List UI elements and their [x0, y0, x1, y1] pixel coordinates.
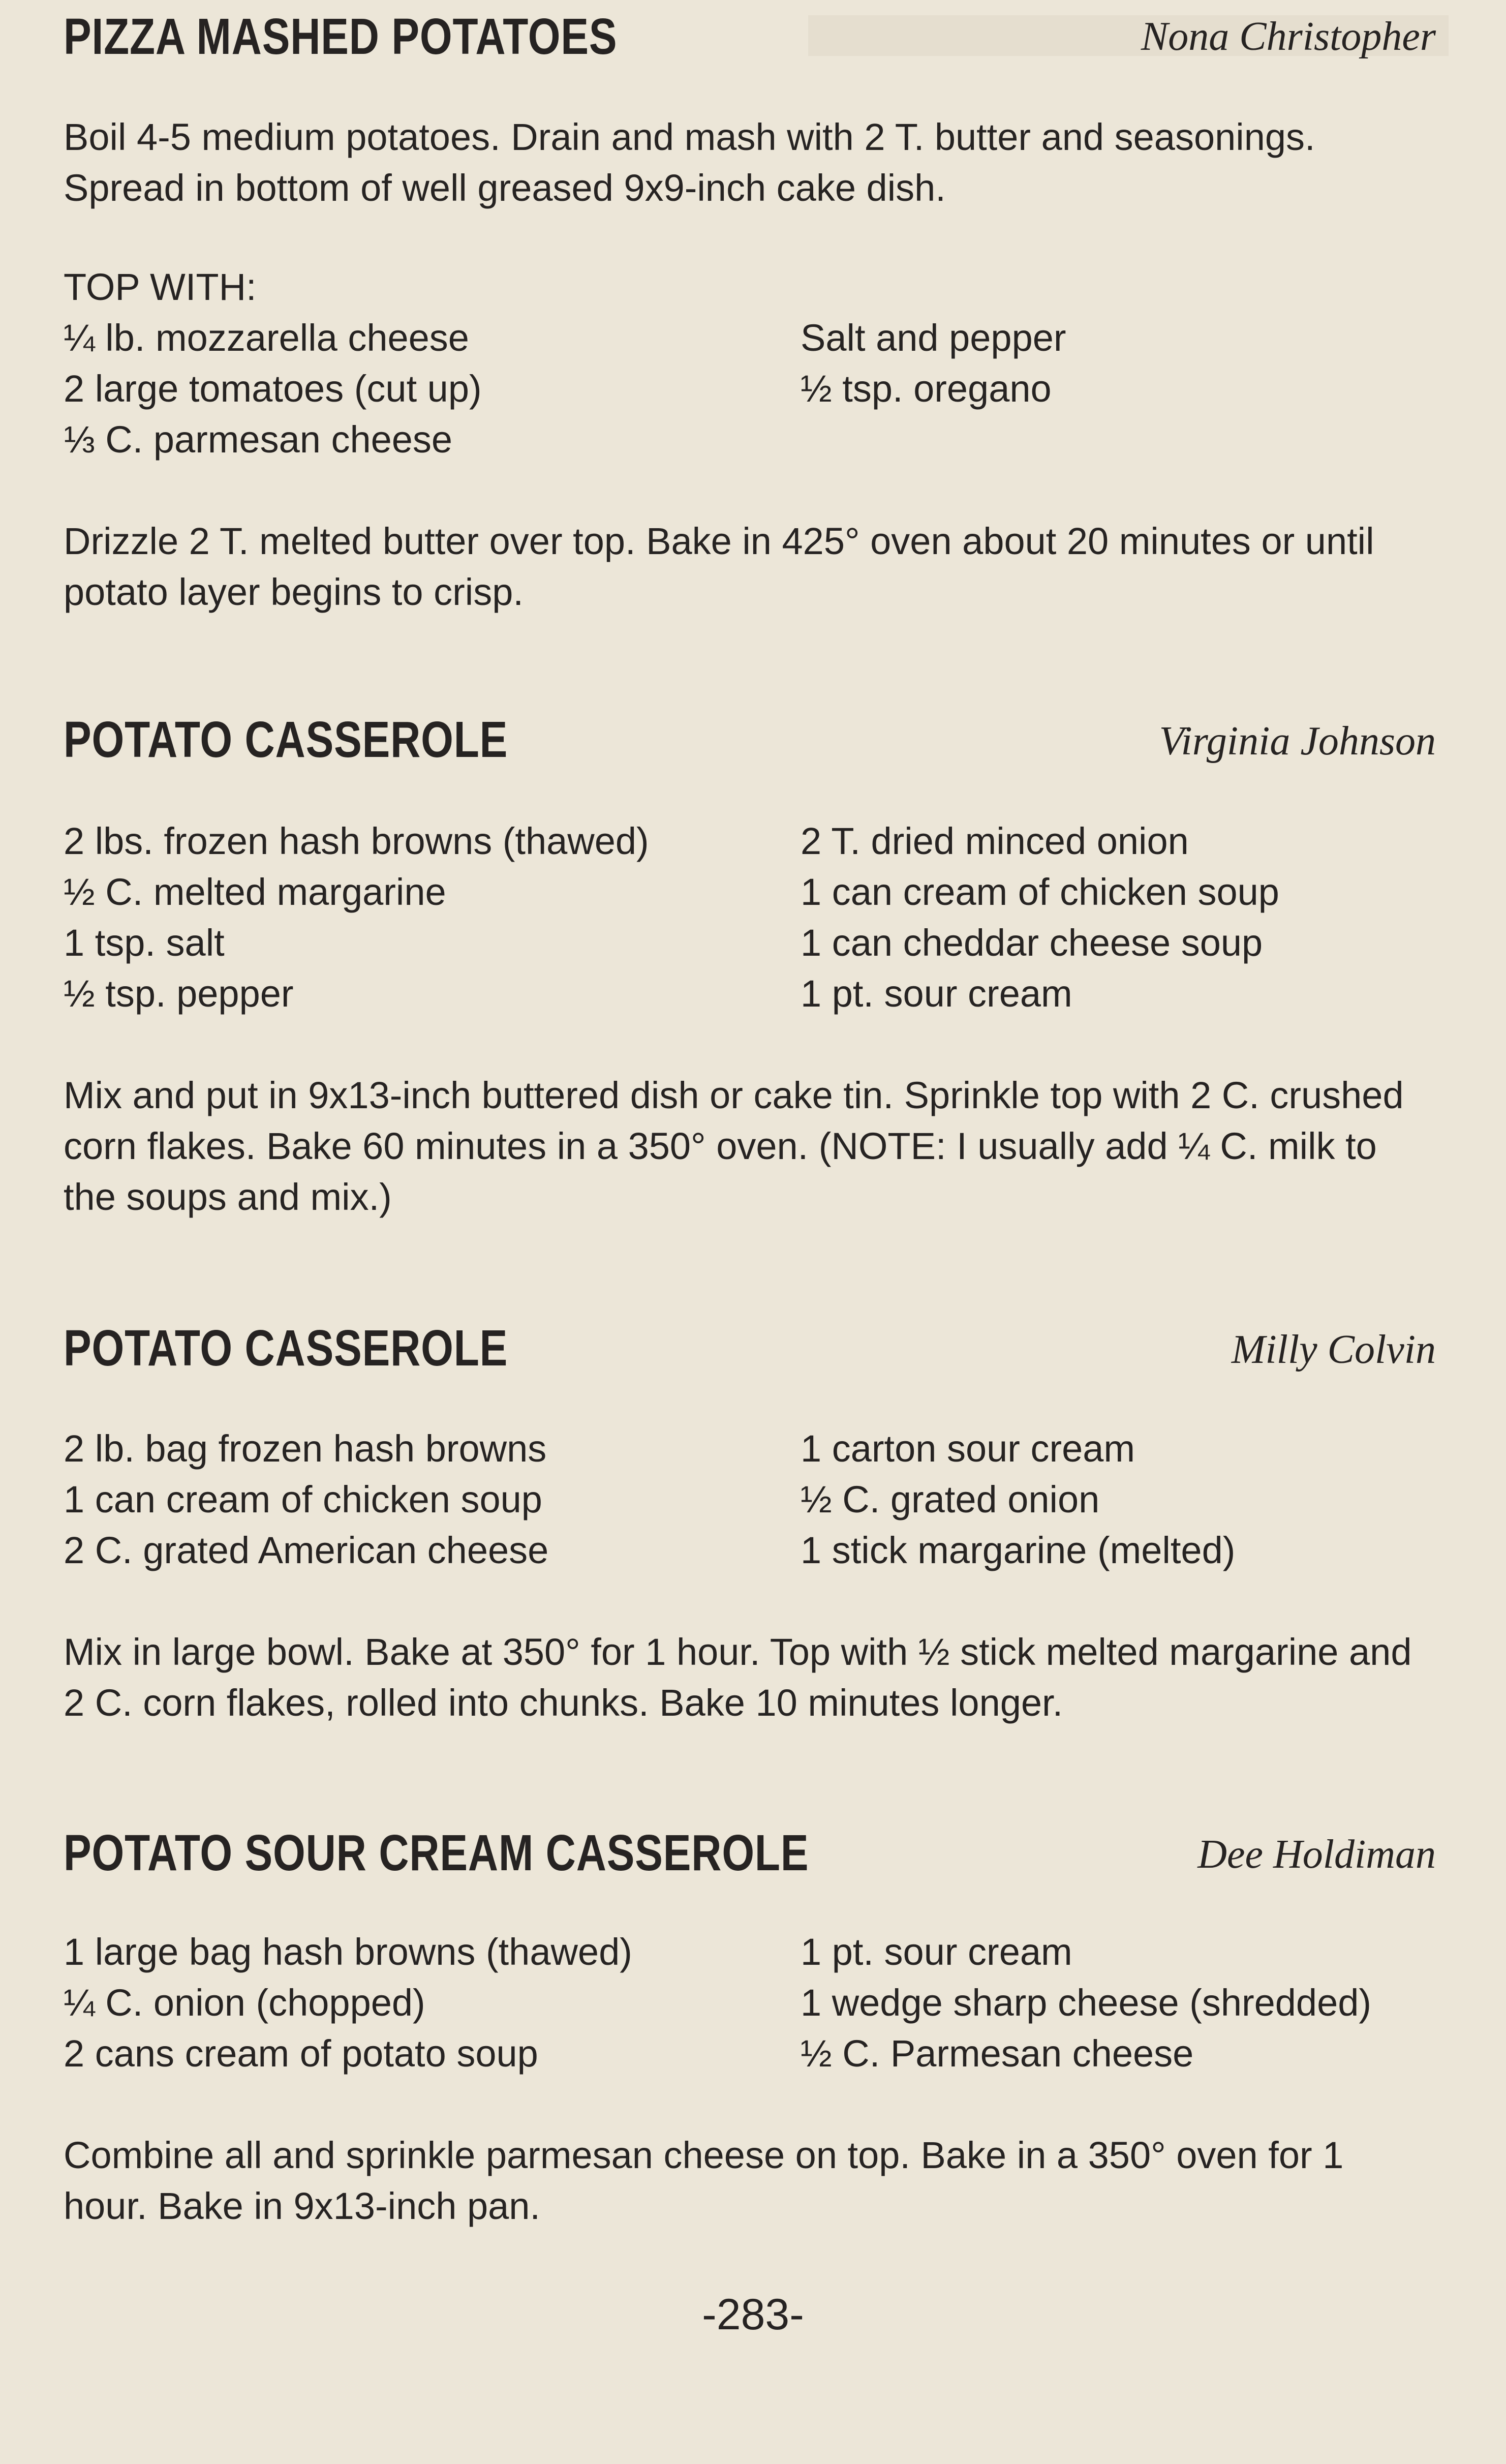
recipe-author: Nona Christopher	[1141, 14, 1436, 59]
ingredient: 2 T. dried minced onion	[801, 820, 1189, 862]
page-number: -283-	[702, 2290, 804, 2339]
ingredient: 2 lb. bag frozen hash browns	[64, 1427, 547, 1470]
ingredient: ⅓ C. parmesan cheese	[64, 418, 453, 461]
recipe-title: POTATO CASSEROLE	[64, 711, 508, 768]
ingredient: 1 pt. sour cream	[801, 1931, 1072, 1973]
ingredient: 1 can cream of chicken soup	[64, 1478, 542, 1520]
ingredient: 1 large bag hash browns (thawed)	[64, 1931, 632, 1973]
recipe-title: PIZZA MASHED POTATOES	[64, 8, 618, 65]
ingredient: ½ C. grated onion	[801, 1478, 1100, 1520]
ingredient: Salt and pepper	[801, 317, 1066, 359]
ingredient: 1 wedge sharp cheese (shredded)	[801, 1982, 1372, 2024]
ingredient: ½ tsp. pepper	[64, 972, 294, 1015]
ingredient: ¼ lb. mozzarella cheese	[64, 317, 469, 359]
ingredient: 1 tsp. salt	[64, 922, 225, 964]
recipe-directions: Combine all and sprinkle parmesan cheese on top. Bake in a 350° oven for 1 hour. Bake in 9x13-inch pan.	[64, 2134, 1344, 2227]
recipe-author: Dee Holdiman	[1197, 1832, 1436, 1877]
recipe-author: Milly Colvin	[1231, 1327, 1436, 1372]
ingredient: 2 lbs. frozen hash browns (thawed)	[64, 820, 649, 862]
ingredient: ½ C. Parmesan cheese	[801, 2032, 1194, 2075]
ingredient: ½ C. melted margarine	[64, 871, 446, 913]
subheading: TOP WITH:	[64, 266, 257, 308]
recipe-directions: Mix in large bowl. Bake at 350° for 1 hour. Top with ½ stick melted margarine and 2 C. corn flakes, rolled into chunks. Bake 10 minutes longer.	[64, 1631, 1412, 1724]
ingredient: 2 large tomatoes (cut up)	[64, 368, 482, 410]
recipe-pizza-mashed-potatoes	[64, 0, 1436, 635]
ingredient: ½ tsp. oregano	[801, 368, 1052, 410]
ingredient: 1 carton sour cream	[801, 1427, 1135, 1470]
ingredient: 2 cans cream of potato soup	[64, 2032, 538, 2075]
recipe-intro: Boil 4-5 medium potatoes. Drain and mash with 2 T. butter and seasonings. Spread in bottom of well greased 9x9-inch cake dish.	[64, 116, 1315, 209]
ingredient: 1 stick margarine (melted)	[801, 1529, 1236, 1571]
recipe-title: POTATO CASSEROLE	[64, 1320, 508, 1377]
ingredient: 2 C. grated American cheese	[64, 1529, 549, 1571]
recipe-potato-sour-cream-casserole	[64, 1820, 1436, 2252]
recipe-potato-casserole-johnson	[64, 707, 1436, 1266]
recipe-author: Virginia Johnson	[1159, 719, 1436, 764]
recipe-directions: Drizzle 2 T. melted butter over top. Bake in 425° oven about 20 minutes or until potato layer begins to crisp.	[64, 520, 1374, 613]
ingredient: 1 can cream of chicken soup	[801, 871, 1279, 913]
ingredient: 1 can cheddar cheese soup	[801, 922, 1263, 964]
recipe-potato-casserole-colvin	[64, 1317, 1436, 1774]
recipe-title: POTATO SOUR CREAM CASSEROLE	[64, 1824, 809, 1881]
ingredient: 1 pt. sour cream	[801, 972, 1072, 1015]
ingredient: ¼ C. onion (chopped)	[64, 1982, 425, 2024]
recipe-directions: Mix and put in 9x13-inch buttered dish or cake tin. Sprinkle top with 2 C. crushed corn flakes. Bake 60 minutes in a 350° oven. (NOTE: I usually add ¼ C. milk to the soups and mix.)	[64, 1074, 1404, 1218]
